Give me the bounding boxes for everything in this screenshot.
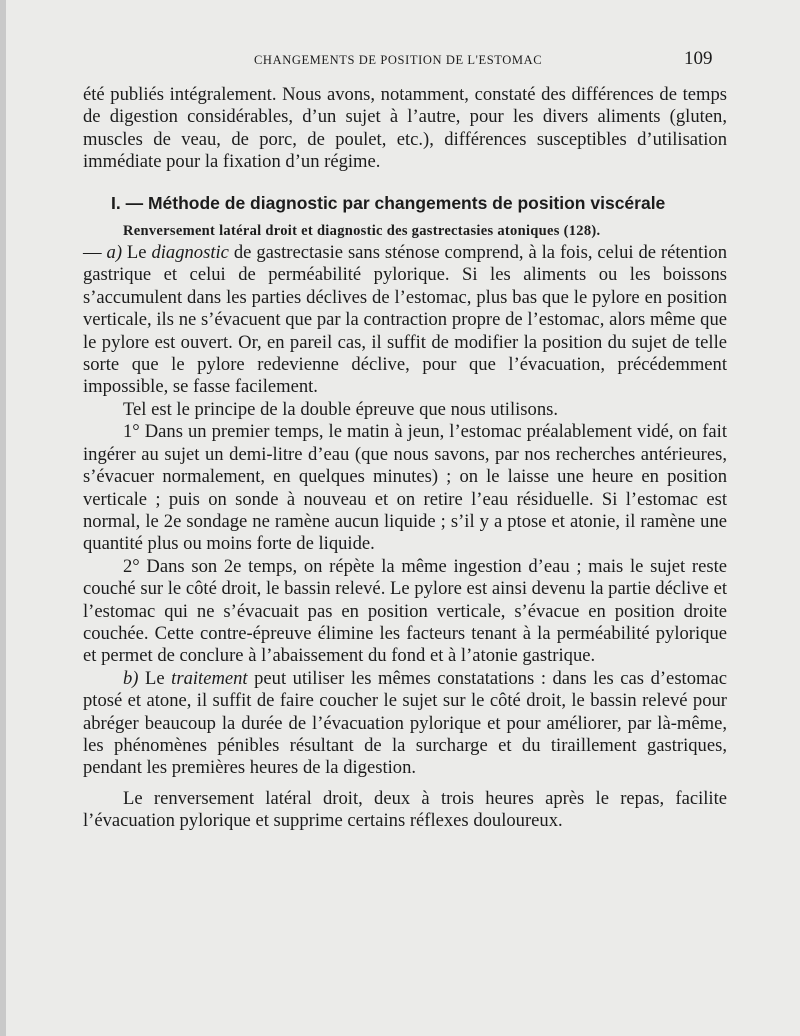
running-title: CHANGEMENTS DE POSITION DE L'ESTOMAC — [254, 53, 543, 67]
paragraph-first-step: 1° Dans un premier temps, le matin à jeun, l’estomac préalablement vidé, on fait ingérer au sujet un demi-litre d’eau (que nous savons, par nos recherches antérieures, s’évacuer normalement, en quelques minutes) ; on le laisse une heure en position verticale ; puis on sonde à nouveau et on retire l’eau résiduelle. Si l’estomac est normal, le 2e sondage ne ramène aucun liquide ; s’il y a ptose et atonie, il ramène une quantité plus ou moins forte de liquide. — [83, 421, 727, 555]
text-run: peut utiliser les mêmes constatations : dans les cas d’estomac ptosé et atone, il suffit de faire coucher le sujet sur le côté droit, le bassin relevé pour abréger beaucoup la durée de l’évacuation pylorique et pour améliorer, par là-même, les phénomènes pénibles résultant de la surcharge et du tiraillement gastriques, pendant les premières heures de la digestion. — [83, 667, 727, 779]
text-run: Le — [138, 667, 172, 689]
item-marker-b: b) — [123, 667, 139, 689]
subheading: Renversement latéral droit et diagnostic des gastrectasies atoniques (128). — [123, 222, 601, 239]
running-header — [6, 48, 800, 72]
section-title: I. — Méthode de diagnostic par changements de position viscérale — [111, 192, 666, 213]
paragraph-treatment — [83, 668, 727, 780]
paragraph-second-step: 2° Dans son 2e temps, on répète la même ingestion d’eau ; mais le sujet reste couché sur le côté droit, le bassin relevé. Le pylore est ainsi devenu la partie déclive et l’estomac qui ne s’évacuait pas en position verticale, s’évacue en position droite couchée. Cette contre-épreuve élimine les facteurs tenant à la perméabilité pylorique et permet de conclure à l’abaissement du fond et à l’atonie gastrique. — [83, 555, 727, 667]
text-run: de gastrectasie sans sténose comprend, à la fois, celui de rétention gastrique et celui de perméabilité pylorique. Si les aliments ou les boissons s’accumulent dans les parties déclives de l’estomac, plus bas que le pylore en position verticale, ils ne s’évacuent que par la contraction propre de l’estomac, alors même que le pylore est ouvert. Or, en pareil cas, il suffit de modifier la position du sujet de telle sorte que le pylore redevienne déclive, pour que l’évacuation, précédemment impossible, se fasse facilement. — [83, 242, 727, 398]
book-page — [6, 0, 800, 1036]
page-number: 109 — [684, 48, 713, 69]
dash: — — [83, 242, 107, 264]
term-traitement: traitement — [171, 667, 248, 689]
term-diagnostic: diagnostic — [151, 242, 229, 264]
paragraph-diagnostic — [83, 242, 727, 399]
paragraph-principle: Tel est le principe de la double épreuve que nous utilisons. — [123, 398, 559, 420]
text-run: Le — [122, 242, 152, 264]
item-marker-a: a) — [106, 242, 123, 264]
paragraph-conclusion: Le renversement latéral droit, deux à trois heures après le repas, facilite l’évacuation pylorique et supprime certains réflexes douloureux. — [83, 787, 727, 832]
body-text — [83, 84, 727, 833]
paragraph-intro: été publiés intégralement. Nous avons, notamment, constaté des différences de temps de digestion considérables, d’un sujet à l’autre, pour les divers aliments (gluten, muscles de veau, de porc, de poulet, etc.), différences susceptibles d’utilisation immédiate pour la fixation d’un régime. — [83, 84, 727, 173]
